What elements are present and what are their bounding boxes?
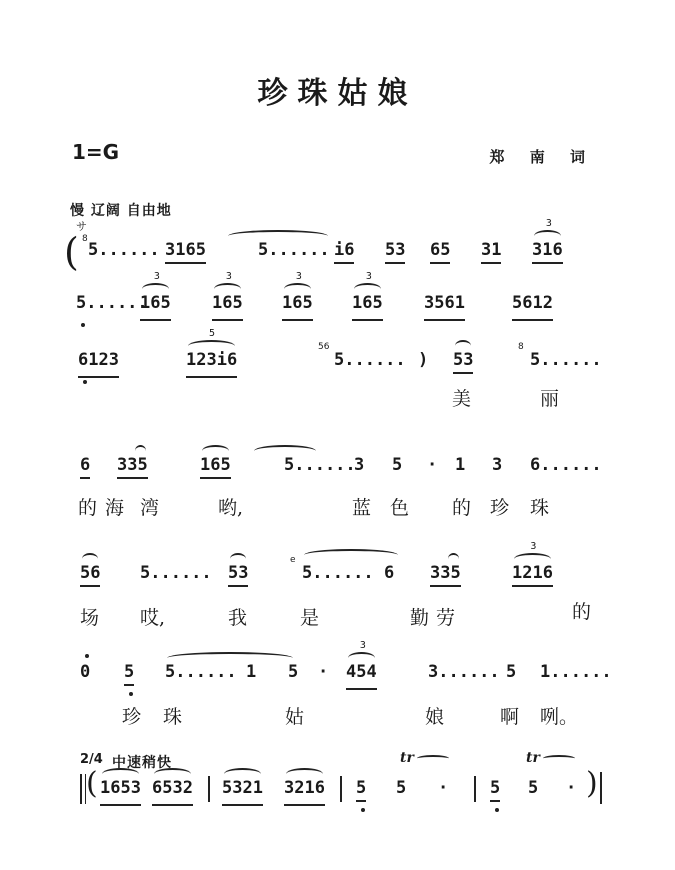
- note: 5......: [302, 563, 374, 583]
- note: 5......: [334, 350, 406, 370]
- start-repeat-barline: [80, 774, 82, 804]
- note: 5......: [165, 662, 237, 682]
- phrase-close-bracket: ): [418, 350, 429, 370]
- lyric: 的: [78, 497, 98, 519]
- note: 5......: [76, 293, 148, 313]
- augmentation-dot: ·: [427, 455, 438, 475]
- lyric: 啊: [500, 706, 520, 728]
- lyric: 蓝: [352, 497, 372, 519]
- phrase-close-bracket: ): [586, 766, 598, 801]
- trill-mark: tr: [526, 750, 575, 766]
- note: 6......: [530, 455, 602, 475]
- note: 1: [455, 455, 466, 475]
- note: 5......: [530, 350, 602, 370]
- lyric: 珍: [490, 497, 510, 519]
- grace-note: 56: [318, 342, 330, 352]
- note-group: 123i6 5: [186, 350, 237, 370]
- note-group: 3561: [424, 293, 465, 313]
- note: 3......: [428, 662, 500, 682]
- note-group: 6532: [152, 778, 193, 798]
- note: 5......: [258, 240, 330, 260]
- barline: [474, 776, 476, 802]
- grace-note: 8: [518, 342, 524, 352]
- lyric: 美: [452, 388, 472, 410]
- barline: [340, 776, 342, 802]
- barline: [208, 776, 210, 802]
- note: 6: [80, 455, 90, 475]
- lyric: 是: [300, 607, 320, 629]
- note-group: 316 3: [532, 240, 563, 260]
- note-group: 1216 3: [512, 563, 553, 583]
- note-group: 165 3: [212, 293, 243, 313]
- note: 5: [396, 778, 407, 798]
- note: 5: [356, 778, 366, 798]
- note-group: 165 3: [352, 293, 383, 313]
- note-group: 56: [80, 563, 100, 583]
- note-group: 5321: [222, 778, 263, 798]
- score-row-3: [0, 328, 675, 430]
- augmentation-dot: ·: [566, 778, 577, 798]
- note: 1: [246, 662, 257, 682]
- note: 5......: [140, 563, 212, 583]
- note: 5: [392, 455, 403, 475]
- lyric: 丽: [540, 388, 560, 410]
- note-group: 165: [200, 455, 231, 475]
- augmentation-dot: ·: [318, 662, 329, 682]
- lyric: 哎,: [140, 607, 166, 629]
- note-group: 31: [481, 240, 501, 260]
- score-row-6: [0, 640, 675, 742]
- grace-note: 8: [82, 234, 88, 244]
- lyric: 勤: [410, 607, 430, 629]
- note-group: 5612: [512, 293, 553, 313]
- lyric: 场: [80, 607, 100, 629]
- note-group: 3165: [165, 240, 206, 260]
- note: 5......: [88, 240, 160, 260]
- score-row-5: [0, 541, 675, 643]
- page-title: 珍珠姑娘: [257, 76, 418, 111]
- time-signature: 2/4: [80, 752, 103, 767]
- note-group: 335: [117, 455, 148, 475]
- note: 3: [354, 455, 365, 475]
- note-group: 165 3: [282, 293, 313, 313]
- lyric: 的: [452, 497, 472, 519]
- lyric: 海: [105, 497, 125, 519]
- end-barline: [600, 772, 602, 804]
- note: 5: [528, 778, 539, 798]
- lyric: 娘: [425, 706, 445, 728]
- note: 5: [124, 662, 134, 682]
- note-group: 1653: [100, 778, 141, 798]
- note: 5......: [284, 455, 356, 475]
- note-group: 6123: [78, 350, 119, 370]
- note-group: 335: [430, 563, 461, 583]
- trill-mark: tr: [400, 750, 449, 766]
- phrase-open-bracket: (: [86, 766, 98, 801]
- note: 5: [490, 778, 500, 798]
- lyric: 珍: [122, 706, 142, 728]
- note-group: i6: [334, 240, 354, 260]
- lyric: 姑: [285, 706, 305, 728]
- lyric: 湾: [140, 497, 160, 519]
- tempo-marking-intro: 慢 辽阔 自由地: [70, 203, 172, 219]
- note-group: 65: [430, 240, 450, 260]
- note-group: 3216: [284, 778, 325, 798]
- lyric: 劳: [436, 607, 456, 629]
- tempo-marking-section: 中速稍快: [112, 755, 172, 771]
- lyric: 珠: [530, 497, 550, 519]
- lyric: 色: [390, 497, 410, 519]
- lyric: 咧。: [540, 706, 579, 728]
- note: 1......: [540, 662, 612, 682]
- score-row-4: [0, 455, 675, 535]
- note: 3: [492, 455, 503, 475]
- lyric: 的: [572, 601, 592, 623]
- note-group: 53: [385, 240, 405, 260]
- note: 5: [288, 662, 299, 682]
- note-group: 53: [228, 563, 248, 583]
- note-group: 53: [453, 350, 473, 370]
- lyricist-credit: 郑 南 词: [489, 148, 595, 166]
- phrase-open-bracket: (: [64, 230, 79, 274]
- grace-note: e: [290, 555, 296, 565]
- note: 5: [506, 662, 517, 682]
- lyric: 哟,: [218, 497, 244, 519]
- rest: 0: [80, 662, 90, 682]
- augmentation-dot: ·: [438, 778, 449, 798]
- lyric: 珠: [163, 706, 183, 728]
- lyric: 我: [228, 607, 248, 629]
- note-group: 165 3: [140, 293, 171, 313]
- note: 6: [384, 563, 395, 583]
- note-group: 454 3: [346, 662, 377, 682]
- score-row-7: [0, 766, 675, 858]
- fermata-mark: サ: [76, 220, 87, 233]
- key-signature: 1=G: [72, 140, 120, 164]
